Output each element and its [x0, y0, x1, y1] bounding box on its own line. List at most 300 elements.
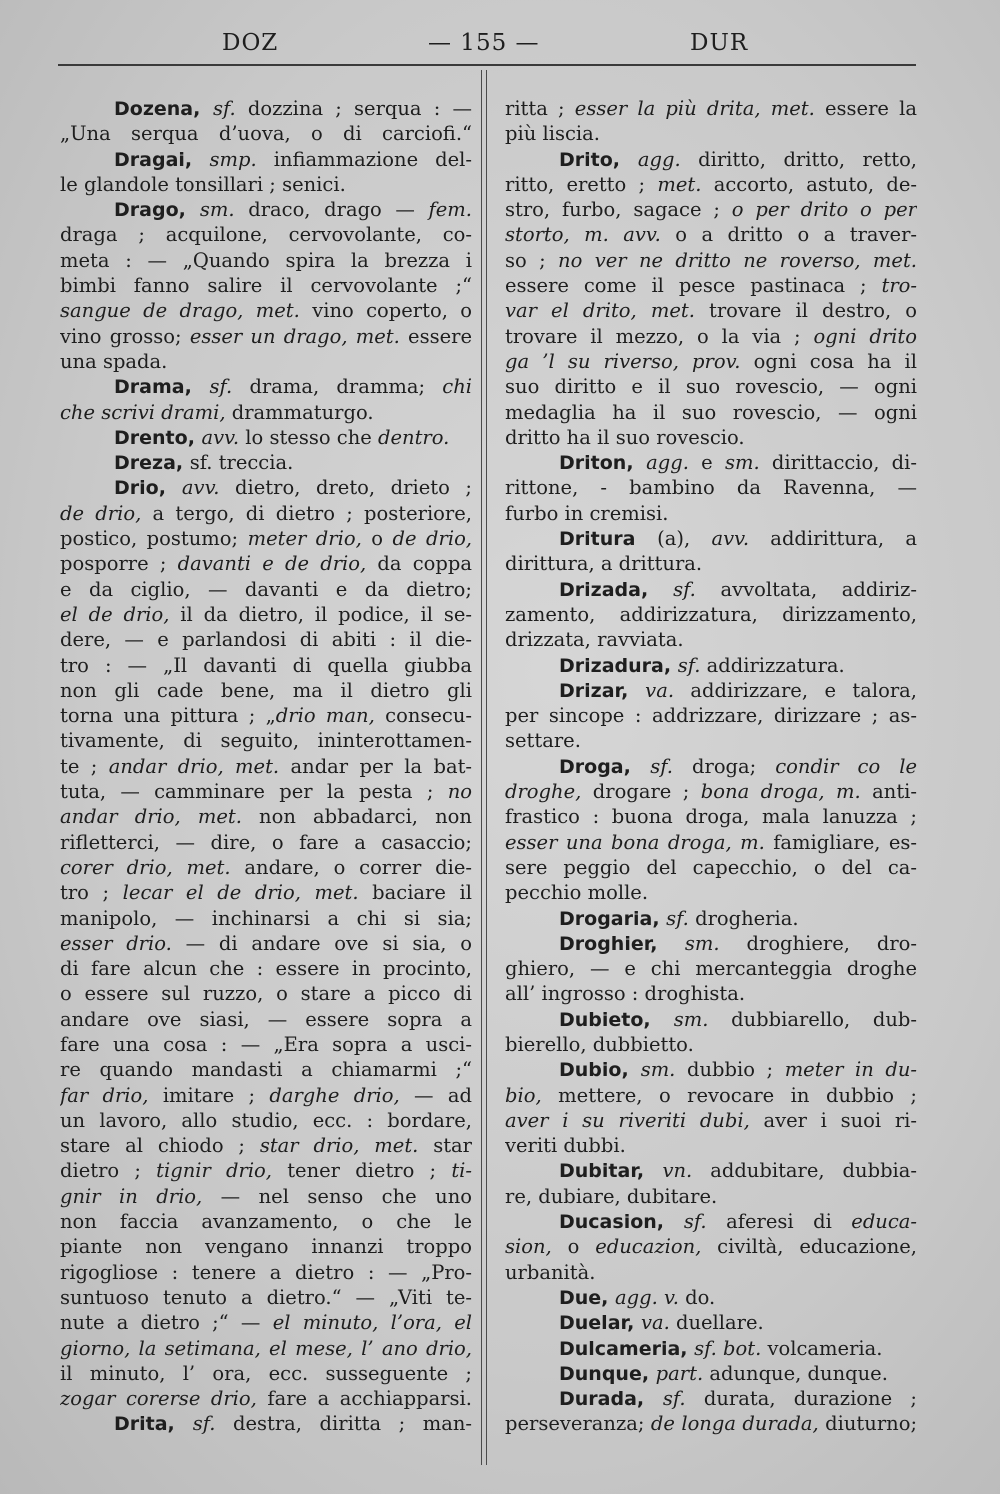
italic-text: fem. — [428, 198, 472, 222]
text-line — [60, 906, 472, 931]
headword: Drizadura, — [559, 654, 678, 677]
text-line — [60, 1336, 472, 1361]
text-run: da coppa — [366, 552, 472, 576]
running-head-left: DOZ — [222, 30, 279, 56]
entry-start-line — [505, 450, 917, 475]
text-run: accorto, astuto, de- — [701, 172, 917, 196]
text-run: suntuoso tenuto a dietro.“ — „Viti te- — [60, 1285, 472, 1309]
headword: Ducasion, — [559, 1211, 684, 1234]
italic-text: far drio, — [60, 1083, 149, 1107]
italic-text: bona droga, m. — [700, 780, 861, 804]
text-run: baciare il — [358, 881, 472, 905]
italic-text: meter drio, — [247, 527, 362, 551]
italic-text: sf. — [683, 1210, 707, 1234]
text-line — [60, 830, 472, 855]
italic-text: condir co le — [775, 754, 917, 778]
text-line — [505, 400, 917, 425]
italic-text: lecar el de drio, met. — [122, 881, 359, 905]
italic-text: storto, m. avv. — [505, 223, 661, 247]
text-run: settare. — [505, 729, 581, 753]
italic-text: ogni drito — [813, 324, 917, 348]
text-line — [60, 298, 472, 323]
entry-start-line — [60, 197, 472, 222]
text-run: dozzina ; serqua : — — [235, 97, 472, 120]
text-run: zamento, addirizzatura, dirizzamento, — [505, 602, 917, 626]
text-line — [60, 880, 472, 905]
headword: Drago, — [114, 199, 200, 222]
italic-text: star drio, met. — [259, 1134, 419, 1158]
text-line — [60, 1209, 472, 1234]
italic-text: esser un drago, met. — [189, 324, 400, 348]
text-line — [505, 830, 917, 855]
text-line — [60, 1032, 472, 1057]
italic-text: sf. — [192, 1412, 216, 1436]
italic-text: sm. — [673, 1007, 709, 1031]
text-run: trovare il destro, o — [694, 299, 917, 323]
text-run: do. — [678, 1285, 716, 1309]
text-run: dietro, dreto, drieto ; — [219, 476, 472, 500]
text-line — [505, 1260, 917, 1285]
text-run: dubbiarello, dub- — [708, 1007, 917, 1031]
entry-start-line — [505, 754, 917, 779]
text-line — [60, 400, 472, 425]
italic-text: dentro. — [378, 425, 450, 449]
text-run: o — [361, 527, 393, 551]
italic-text: sm. — [684, 931, 720, 955]
headword: Dubio, — [559, 1059, 641, 1082]
headword: Dulcameria, — [559, 1337, 695, 1360]
text-run: tro ; — [60, 881, 123, 905]
text-run: te ; — [60, 754, 109, 778]
text-run: andare ove siasi, — essere sopra a — [60, 1007, 472, 1031]
headword: Dozena, — [114, 98, 213, 120]
entry-start-line — [505, 147, 917, 172]
text-line — [505, 981, 917, 1006]
text-line — [505, 172, 917, 197]
italic-text: sf. — [677, 653, 701, 677]
italic-text: tro- — [881, 274, 917, 298]
text-line — [60, 981, 472, 1006]
text-line — [60, 501, 472, 526]
right-column — [505, 96, 917, 1437]
entry-start-line — [505, 526, 917, 551]
italic-text: droghe, — [505, 780, 582, 804]
text-run: non abbadarci, non — [241, 805, 472, 829]
text-line — [505, 703, 917, 728]
headword: Dragai, — [114, 148, 210, 171]
text-run: tivamente, di seguito, ininterottamen- — [60, 729, 472, 753]
text-line — [60, 1133, 472, 1158]
headword: Due, — [559, 1286, 616, 1309]
text-run: tro : — „Il davanti di quella giubba — [60, 653, 472, 677]
italic-text: sangue de drago, met. — [60, 299, 300, 323]
text-line — [505, 551, 917, 576]
italic-text: agg. — [637, 147, 681, 171]
headword: Drita, — [114, 1413, 193, 1436]
text-line — [505, 324, 917, 349]
text-line — [60, 728, 472, 753]
text-run: dietro ; — [60, 1159, 157, 1183]
text-line — [505, 1133, 917, 1158]
text-run: una spada. — [60, 349, 168, 373]
text-run: vino coperto, o — [299, 299, 472, 323]
text-run: infiammazione del- — [256, 147, 472, 171]
italic-text: sm. — [724, 451, 760, 475]
text-line — [505, 374, 917, 399]
text-line — [505, 1108, 917, 1133]
headword: Driton, — [559, 452, 647, 475]
text-line — [505, 349, 917, 374]
text-run: durata, durazione ; — [685, 1387, 917, 1411]
italic-text: sm. — [199, 198, 235, 222]
italic-text: andar drio, met. — [108, 754, 280, 778]
italic-text: avv. — [201, 425, 240, 449]
headword: Dreza, — [114, 452, 190, 475]
text-line — [60, 526, 472, 551]
text-line — [60, 1007, 472, 1032]
headword: Durada, — [559, 1388, 663, 1411]
text-line — [505, 804, 917, 829]
text-line — [505, 1234, 917, 1259]
entry-start-line — [505, 1158, 917, 1183]
text-run: non faccia avanzamento, o che le — [60, 1210, 472, 1234]
text-line — [60, 1108, 472, 1133]
text-line — [60, 324, 472, 349]
italic-text: davanti e de drio, — [177, 552, 367, 576]
text-run: ghiero, — e chi mercanteggia droghe — [505, 957, 917, 981]
text-run: piante non vengano innanzi troppo — [60, 1235, 472, 1259]
text-run: — di andare ove si sia, o — [171, 931, 472, 955]
text-line — [60, 551, 472, 576]
text-line — [60, 1158, 472, 1183]
text-run: perseveranza; — [505, 1412, 651, 1436]
text-run: vino grosso; — [60, 324, 190, 348]
headword: Drio, — [114, 477, 182, 500]
text-run: drama, dramma; — [232, 375, 443, 399]
text-run: ogni cosa ha il — [740, 349, 917, 373]
text-line — [505, 222, 917, 247]
text-line — [60, 1234, 472, 1259]
text-run: manipolo, — inchinarsi a chi si sia; — [60, 906, 472, 930]
text-run: famigliare, es- — [764, 830, 917, 854]
italic-text: gnir in drio, — [60, 1184, 203, 1208]
text-run: duellare. — [669, 1311, 764, 1335]
italic-text: sf. — [673, 577, 696, 601]
text-run: veriti dubbi. — [505, 1134, 626, 1158]
text-run: imitare ; — [148, 1083, 270, 1107]
text-run: tener dietro ; — [272, 1159, 452, 1183]
text-run: andare, o correr die- — [230, 855, 472, 879]
text-line — [60, 779, 472, 804]
text-run: essere — [399, 324, 472, 348]
headword: Dubieto, — [559, 1008, 674, 1031]
italic-text: giorno, la setimana, el mese, l’ ano drio, — [60, 1336, 472, 1360]
text-run: „Una serqua d’uova, o di carciofi.“ — [60, 122, 472, 146]
text-run: postico, postumo; — [60, 527, 248, 551]
text-line — [505, 273, 917, 298]
text-run: fare a acchiapparsi. — [256, 1387, 472, 1411]
text-line — [505, 501, 917, 526]
italic-text: o per drito o per — [731, 198, 917, 222]
text-line — [505, 602, 917, 627]
text-run: consecu- — [374, 704, 472, 728]
headword: Droghier, — [559, 932, 685, 955]
text-run: il minuto, l’ ora, ecc. susseguente ; — [60, 1361, 472, 1385]
text-run: draga ; acquilone, cervovolante, co- — [60, 223, 472, 247]
italic-text: part. — [655, 1361, 704, 1385]
text-run: il da dietro, il podice, il se- — [169, 602, 472, 626]
entry-start-line — [505, 653, 917, 678]
text-run: — nel senso che uno — [202, 1184, 472, 1208]
text-run: aferesi di — [706, 1210, 852, 1234]
text-line — [60, 273, 472, 298]
text-line — [60, 678, 472, 703]
text-run: fare una cosa : — „Era sopra a usci- — [60, 1032, 472, 1056]
text-run: essere la — [814, 97, 917, 120]
italic-text: sion, — [505, 1235, 552, 1259]
text-run: per sincope : addrizzare, dirizzare ; as- — [505, 704, 917, 728]
headword: Dunque, — [559, 1362, 656, 1385]
text-run: urbanità. — [505, 1260, 596, 1284]
text-line — [505, 855, 917, 880]
text-line — [60, 172, 472, 197]
header-rule — [58, 64, 916, 66]
text-line — [60, 1310, 472, 1335]
italic-text: vn. — [662, 1159, 693, 1183]
text-run: drammaturgo. — [225, 400, 374, 424]
italic-text: ga ’l su riverso, prov. — [505, 349, 741, 373]
text-run: torna una pittura ; „ — [60, 704, 276, 728]
text-run: stare al chiodo ; — [60, 1134, 260, 1158]
text-run: e da ciglio, — davanti e da dietro; — [60, 577, 472, 601]
text-line — [505, 627, 917, 652]
text-run: tuta, — camminare per la pesta ; — [60, 780, 448, 804]
italic-text: avv. — [711, 527, 750, 551]
column-divider — [481, 70, 482, 1465]
text-run: dubbio ; — [675, 1058, 785, 1082]
entry-start-line — [60, 450, 472, 475]
running-head-right: DUR — [690, 30, 749, 56]
italic-text: met. — [657, 172, 702, 196]
text-run: sf. treccia. — [189, 451, 294, 475]
text-line — [60, 627, 472, 652]
entry-start-line — [60, 96, 472, 121]
text-line — [505, 728, 917, 753]
text-line — [505, 1032, 917, 1057]
text-run: un lavoro, allo studio, ecc. : bordare, — [60, 1108, 472, 1132]
text-line — [505, 1411, 917, 1436]
text-line — [60, 349, 472, 374]
text-line — [505, 880, 917, 905]
text-run: frastico : buona droga, mala lanuzza ; — [505, 805, 917, 829]
entry-start-line — [505, 1386, 917, 1411]
text-run: o essere sul ruzzo, o stare a picco di — [60, 982, 472, 1006]
text-run: ritto, eretto ; — [505, 172, 658, 196]
text-line — [505, 475, 917, 500]
text-run: a tergo, di dietro ; posteriore, — [141, 501, 472, 525]
italic-text: smp. — [209, 147, 257, 171]
italic-text: var el drito, met. — [505, 299, 695, 323]
text-run: — ad — [399, 1083, 472, 1107]
headword: Drama, — [114, 376, 210, 399]
text-run: re, dubiare, dubitare. — [505, 1184, 718, 1208]
text-run: medaglia ha il suo rovescio, — ogni — [505, 400, 917, 424]
text-run: adunque, dunque. — [703, 1361, 888, 1385]
italic-text: no ver ne dritto ne roverso, met. — [558, 248, 917, 272]
text-line — [60, 222, 472, 247]
italic-text: el minuto, l’ora, el — [272, 1311, 472, 1335]
text-run: bimbi fanno salire il cervovolante ;“ — [60, 274, 472, 298]
text-line — [505, 248, 917, 273]
text-run: diritto, dritto, retto, — [680, 147, 917, 171]
italic-text: esser una bona droga, m. — [505, 830, 765, 854]
text-run: bierello, dubbietto. — [505, 1032, 694, 1056]
italic-text: ti- — [451, 1159, 472, 1183]
italic-text: sf. — [650, 754, 673, 778]
text-run: droghiere, dro- — [719, 931, 917, 955]
italic-text: corer drio, met. — [60, 855, 231, 879]
text-line — [505, 1083, 917, 1108]
italic-text: va. — [645, 678, 675, 702]
italic-text: de drio, — [60, 501, 142, 525]
text-run: rittone, - bambino da Ravenna, — — [505, 476, 917, 500]
headword: Drizar, — [559, 679, 646, 702]
entry-start-line — [60, 374, 472, 399]
text-line — [60, 1184, 472, 1209]
text-run: drizzata, ravviata. — [505, 628, 684, 652]
italic-text: agg. v. — [615, 1285, 679, 1309]
text-run: essere come il pesce pastinaca ; — [505, 274, 882, 298]
italic-text: esser la più drita, met. — [574, 97, 815, 120]
entry-start-line — [505, 1336, 917, 1361]
italic-text: no — [447, 780, 472, 804]
italic-text: sf. — [209, 375, 233, 399]
text-line — [60, 703, 472, 728]
text-run: star — [418, 1134, 472, 1158]
text-run: destra, diritta ; man- — [215, 1412, 472, 1436]
text-run: nute a dietro ;“ — — [60, 1311, 273, 1335]
text-run: aver i suoi ri- — [749, 1108, 917, 1132]
text-run: o a dritto o a traver- — [660, 223, 917, 247]
entry-start-line — [60, 425, 472, 450]
text-run: anti- — [860, 780, 917, 804]
text-run: drogheria. — [688, 906, 799, 930]
text-run: volcameria. — [761, 1336, 883, 1360]
text-line — [60, 577, 472, 602]
italic-text: va. — [640, 1311, 670, 1335]
italic-text: el de drio, — [60, 602, 170, 626]
text-line — [60, 754, 472, 779]
text-line — [60, 804, 472, 829]
italic-text: sf. — [666, 906, 689, 930]
italic-text: che scrivi drami, — [60, 400, 226, 424]
text-run: (a), — [657, 527, 712, 551]
italic-text: agg. — [646, 451, 689, 475]
text-run: drogare ; — [581, 780, 701, 804]
page-number: — 155 — — [428, 30, 540, 56]
headword: Duelar, — [559, 1312, 641, 1335]
italic-text: esser drio. — [60, 931, 172, 955]
italic-text: drio man, — [275, 704, 375, 728]
text-line — [60, 1386, 472, 1411]
text-run: addubitare, dubbia- — [692, 1159, 917, 1183]
entry-start-line — [505, 1285, 917, 1310]
italic-text: chi — [442, 375, 472, 399]
text-line — [60, 602, 472, 627]
headword: Drizada, — [559, 578, 674, 601]
text-line — [505, 121, 917, 146]
headword: Drento, — [114, 426, 202, 449]
text-line — [505, 425, 917, 450]
left-column — [60, 96, 472, 1437]
entry-start-line — [505, 1310, 917, 1335]
column-divider — [486, 70, 487, 1465]
text-run: civiltà, educazione, — [701, 1235, 917, 1259]
text-line — [60, 1285, 472, 1310]
italic-text: educazion, — [595, 1235, 702, 1259]
text-run: dere, — e parlandosi di abiti : il die- — [60, 628, 472, 652]
text-run: diuturno; — [818, 1412, 917, 1436]
text-run: lo stesso che — [239, 425, 379, 449]
text-run: meta : — „Quando spira la brezza i — [60, 248, 472, 272]
text-line — [60, 1361, 472, 1386]
italic-text: avv. — [181, 476, 220, 500]
text-run: addirizzare, e talora, — [674, 678, 917, 702]
text-run: le glandole tonsillari ; senici. — [60, 172, 346, 196]
headword: Drogaria, — [559, 907, 667, 930]
text-line — [505, 96, 917, 121]
text-run: addirittura, a — [749, 527, 917, 551]
italic-text: sf. — [212, 97, 236, 120]
headword: Droga, — [559, 755, 651, 778]
text-run: all’ ingrosso : droghista. — [505, 982, 746, 1006]
text-line — [505, 298, 917, 323]
text-run: più liscia. — [505, 122, 600, 146]
text-run: ritta ; — [505, 97, 575, 120]
text-line — [60, 931, 472, 956]
text-line — [60, 1260, 472, 1285]
entry-start-line — [505, 678, 917, 703]
text-line — [60, 1083, 472, 1108]
italic-text: meter in du- — [784, 1058, 917, 1082]
italic-text: de drio, — [392, 527, 472, 551]
text-line — [505, 197, 917, 222]
text-run: re quando mandasti a chiamarmi ;“ — [60, 1058, 472, 1082]
text-run: suo diritto e il suo rovescio, — ogni — [505, 375, 917, 399]
text-run: addirizzatura. — [700, 653, 845, 677]
text-run: dirittaccio, di- — [759, 451, 917, 475]
text-run: dritto ha il suo rovescio. — [505, 425, 745, 449]
text-run: posporre ; — [60, 552, 178, 576]
text-line — [60, 653, 472, 678]
text-run: furbo in cremisi. — [505, 501, 669, 525]
italic-text: tignir drio, — [156, 1159, 272, 1183]
entry-start-line — [60, 475, 472, 500]
text-run: draco, drago — — [234, 198, 429, 222]
entry-start-line — [60, 147, 472, 172]
text-run: rigogliose : tenere a dietro : — „Pro- — [60, 1260, 472, 1284]
text-run: andar per la bat- — [279, 754, 472, 778]
entry-start-line — [505, 931, 917, 956]
text-run: droga; — [673, 754, 776, 778]
text-run: pecchio molle. — [505, 881, 649, 905]
text-run: stro, furbo, sagace ; — [505, 198, 732, 222]
entry-start-line — [505, 1007, 917, 1032]
entry-start-line — [505, 906, 917, 931]
headword: Dubitar, — [559, 1160, 663, 1183]
italic-text: sm. — [640, 1058, 676, 1082]
text-run: mettere, o revocare in dubbio ; — [541, 1083, 917, 1107]
